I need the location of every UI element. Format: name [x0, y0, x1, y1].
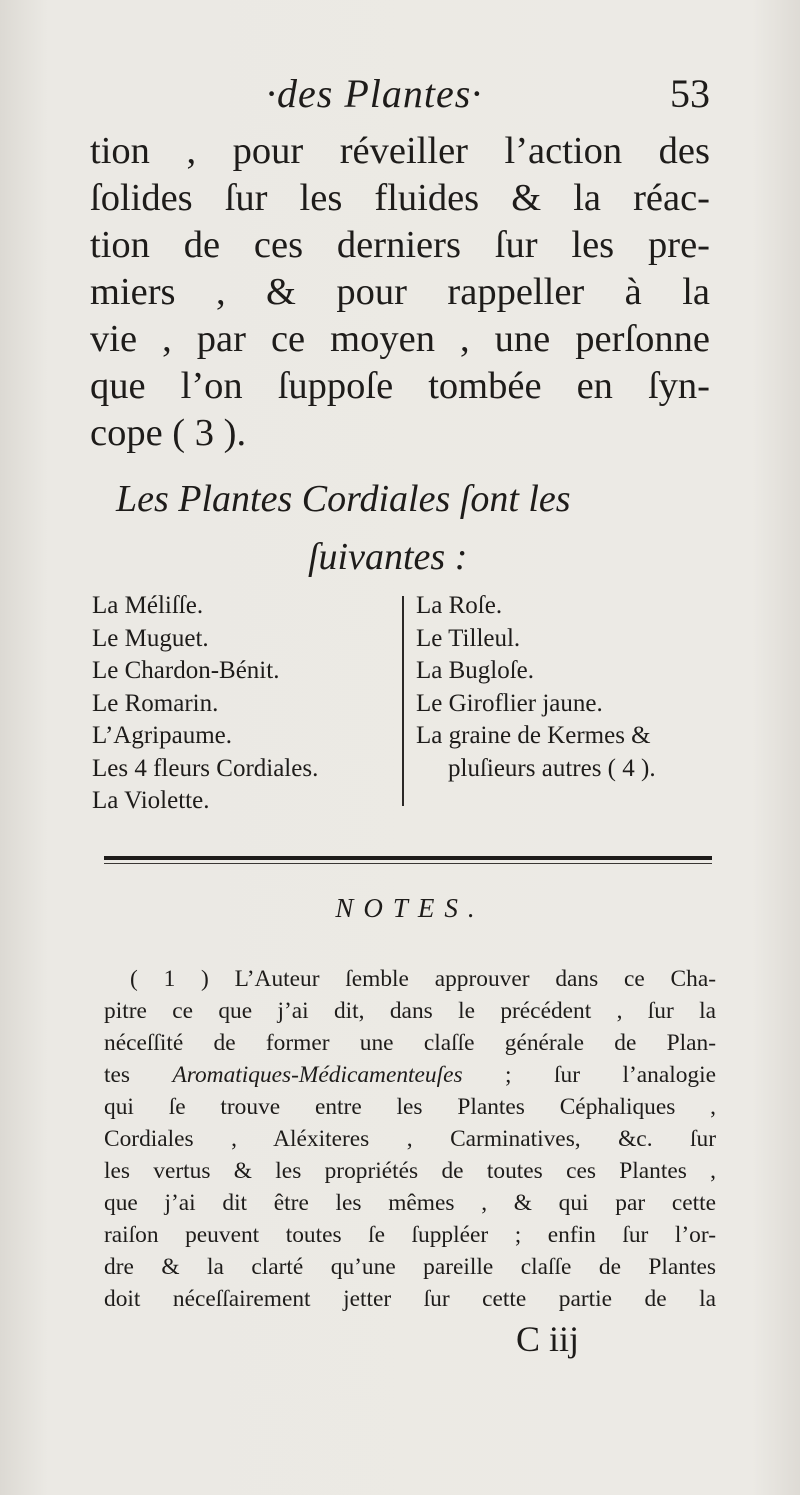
- intro-line: Les Plantes Cordiales ſont les: [116, 478, 571, 520]
- signature-mark: C iij: [516, 1319, 580, 1359]
- list-intro: [90, 470, 710, 586]
- plant-item: pluſieurs autres ( 4 ).: [448, 754, 656, 782]
- plant-item: La Bugloſe.: [416, 657, 535, 684]
- body-line: tion , pour réveiller l’action des: [90, 130, 710, 172]
- body-line: miers , & pour rappeller à la: [90, 271, 710, 313]
- note-line: qui ſe trouve entre les Plantes Céphaliques ,: [104, 1094, 716, 1120]
- body-line: vie , par ce moyen , une perſonne: [90, 318, 710, 360]
- plant-item: Le Chardon-Bénit.: [92, 657, 280, 684]
- body-line: tion de ces derniers ſur les pre-: [90, 224, 710, 266]
- plant-item: La Méliſſe.: [92, 592, 204, 619]
- plant-item: La graine de Kermes &: [416, 722, 651, 749]
- note-line: ( 1 ) L’Auteur ſemble approuver dans ce Cha-: [130, 966, 716, 992]
- plant-list-left-column: [92, 590, 392, 818]
- body-paragraph: [90, 128, 710, 457]
- section-rule-thin: [104, 863, 712, 864]
- plant-list: [92, 590, 722, 820]
- page-number: 53: [670, 71, 710, 116]
- section-rule: [104, 856, 712, 860]
- body-line: ſolides ſur les fluides & la réac-: [90, 177, 710, 219]
- note-line: les vertus & les propriétés de toutes ces Plantes ,: [104, 1158, 716, 1184]
- note-line: doit néceſſairement jetter ſur cette partie de la: [104, 1286, 716, 1312]
- note-line: dre & la clarté qu’une pareille claſſe de Plantes: [104, 1254, 716, 1280]
- note-italic-term: Aromatiques-Médicamenteuſes: [172, 1062, 463, 1088]
- note-line: néceſſité de former une claſſe générale de Plan-: [104, 1030, 716, 1056]
- note-line: pitre ce que j’ai dit, dans le précédent , ſur la: [104, 998, 716, 1024]
- plant-item: L’Agripaume.: [92, 722, 233, 749]
- plant-item: La Violette.: [92, 787, 210, 814]
- note-text: ; ſur l’analogie: [462, 1062, 716, 1088]
- column-divider: [402, 596, 404, 806]
- note-line: Cordiales , Aléxiteres , Carminatives, &c. ſur: [104, 1126, 716, 1152]
- note-text: tes: [104, 1062, 173, 1088]
- running-title: ·des Plantes·: [266, 71, 483, 116]
- body-line: cope ( 3 ).: [90, 412, 247, 454]
- note-line: raiſon peuvent toutes ſe ſuppléer ; enfin ſur l’or-: [104, 1222, 716, 1248]
- plant-item: Les 4 fleurs Cordiales.: [92, 754, 319, 782]
- plant-list-right-column: [416, 590, 716, 785]
- note-line: [104, 1059, 716, 1091]
- plant-item: Le Tilleul.: [416, 624, 521, 652]
- notes-paragraph: [104, 963, 716, 1315]
- plant-item: Le Giroflier jaune.: [416, 689, 603, 717]
- plant-item: Le Romarin.: [92, 689, 219, 717]
- intro-line: ſuivantes :: [308, 536, 468, 578]
- page-header: [96, 70, 716, 130]
- note-line: que j’ai dit être les mêmes , & qui par cette: [104, 1190, 716, 1216]
- plant-item: La Roſe.: [416, 592, 503, 619]
- plant-item: Le Muguet.: [92, 624, 209, 652]
- body-line: que l’on ſuppoſe tombée en ſyn-: [90, 365, 710, 407]
- notes-heading: NOTES.: [335, 893, 485, 923]
